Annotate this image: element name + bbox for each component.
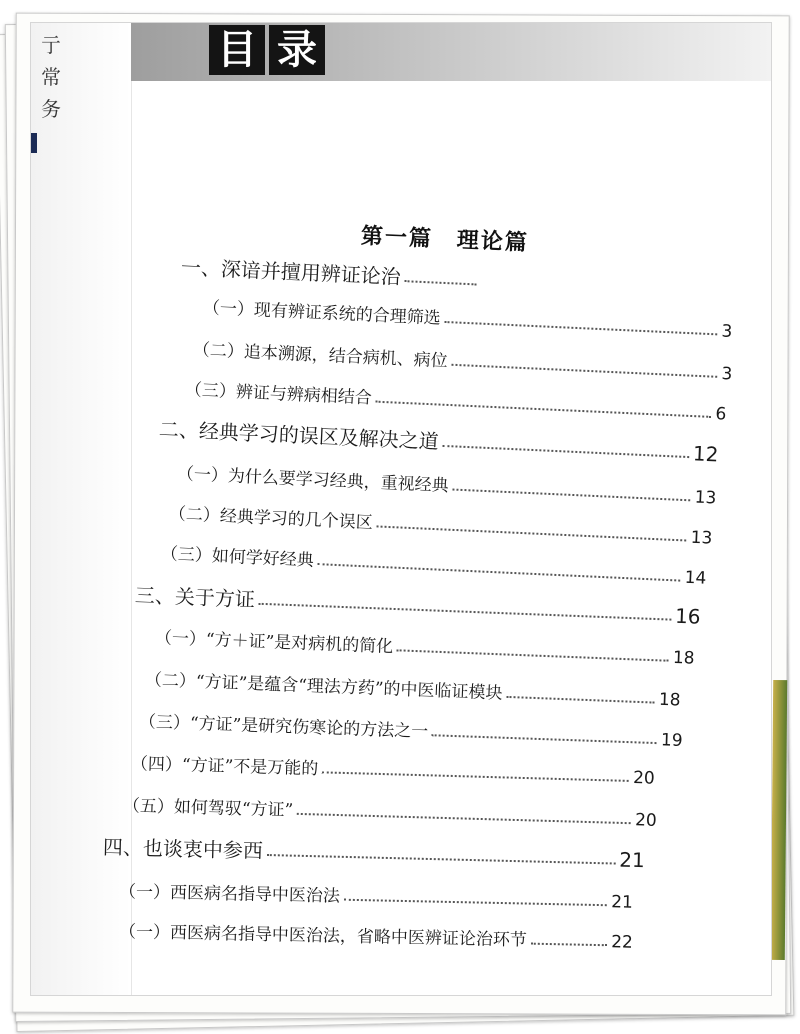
toc-page-number: 18 — [672, 647, 695, 669]
toc-leader-dots — [444, 320, 717, 335]
toc-page-number: 18 — [658, 689, 681, 711]
toc-leader-dots — [531, 942, 607, 947]
toc-leader-dots — [267, 853, 616, 865]
page-title-char: 录 — [269, 25, 325, 75]
toc-page — [30, 22, 772, 996]
toc-page-number: 21 — [610, 892, 634, 913]
toc-entry-label: （四）“方证”不是万能的 — [130, 754, 319, 780]
toc-page-number: 13 — [694, 487, 717, 509]
toc-leader-dots — [452, 488, 690, 502]
toc-section-row[interactable] — [202, 293, 733, 342]
toc-chapter-row[interactable] — [180, 251, 481, 294]
toc-leader-dots — [451, 363, 717, 378]
toc-page-number: 12 — [692, 441, 719, 467]
toc-section-row[interactable] — [131, 749, 655, 789]
toc-section-row[interactable] — [119, 877, 633, 913]
toc-section-row[interactable] — [145, 665, 682, 711]
prev-page-char: 务 — [41, 97, 61, 121]
toc-leader-dots — [376, 524, 686, 541]
toc-chapter-row[interactable] — [158, 413, 719, 467]
toc-entry-label: （二）经典学习的几个误区 — [168, 504, 374, 534]
toc-page-number: 14 — [684, 567, 707, 589]
toc-leader-dots — [404, 279, 476, 285]
toc-entry-label: 省略中医辨证论治环节 — [356, 926, 528, 951]
toc-leader-dots — [259, 602, 671, 621]
toc-section-row[interactable] — [168, 499, 713, 549]
toc-entry-label: （二）追本溯源，结合病机、病位 — [192, 340, 449, 372]
toc-entry-label: （一）西医病名指导中医治法 — [118, 882, 341, 907]
toc-page-number: 3 — [721, 364, 733, 385]
toc-entry-label: 二、经典学习的误区及解决之道 — [158, 417, 440, 454]
prev-page-char: 常 — [41, 65, 61, 89]
toc-entry-label: 一、深谙并擅用辨证论治 — [180, 255, 402, 289]
toc-leader-dots — [432, 733, 657, 744]
colored-page-edge — [771, 680, 787, 960]
toc-entry-label: （五）如何驾驭“方证” — [122, 796, 294, 821]
toc-page-number: 20 — [634, 810, 658, 831]
toc-section-row[interactable] — [123, 791, 657, 831]
toc-entry-label: 三、关于方证 — [134, 583, 256, 612]
section-title: 第一篇 理论篇 — [360, 224, 530, 257]
toc-leader-dots — [322, 770, 629, 782]
toc-chapter-row[interactable] — [134, 579, 701, 630]
toc-section-row[interactable] — [155, 623, 696, 669]
prev-page-char: 亍 — [41, 33, 61, 57]
toc-leader-dots — [442, 444, 688, 458]
toc-section-row[interactable] — [139, 707, 684, 751]
toc-entry-label: （一）为什么要学习经典，重视经典 — [176, 464, 450, 497]
toc-section-row[interactable] — [192, 335, 733, 384]
toc-page-number: 6 — [715, 404, 727, 425]
toc-entry-label: （一）现有辨证系统的合理筛选 — [202, 298, 442, 329]
toc-entry-label: （三）辨证与辨病相结合 — [184, 380, 373, 409]
toc-chapter-row[interactable] — [103, 831, 646, 873]
toc-page-number: 3 — [721, 321, 733, 343]
toc-entry-label: （一）西医病名指导中医治法， — [118, 922, 358, 947]
toc-page-number: 13 — [690, 527, 713, 549]
toc-page-number: 16 — [674, 603, 701, 629]
toc-leader-dots — [376, 400, 712, 418]
page-title-char: 目 — [209, 25, 265, 75]
toc-section-row[interactable] — [176, 459, 717, 508]
toc-leader-dots — [318, 562, 681, 581]
toc-leader-dots — [344, 898, 607, 907]
toc-leader-dots — [297, 812, 631, 824]
toc-content — [31, 23, 771, 995]
toc-page-number: 21 — [619, 847, 646, 873]
toc-leader-dots — [506, 695, 655, 704]
toc-entry-label: （二）“方证”是蕴含“理法方药”的中医临证模块 — [144, 670, 503, 704]
toc-page-number: 19 — [660, 730, 683, 751]
toc-entry-label: （三）如何学好经典 — [160, 544, 315, 571]
toc-section-row[interactable] — [160, 539, 707, 589]
toc-entry-label: 四、也谈衷中参西 — [102, 835, 264, 863]
toc-entry-label: （一）“方＋证”是对病机的简化 — [154, 628, 394, 658]
toc-page-number: 22 — [610, 932, 634, 953]
toc-page-number: 20 — [632, 768, 656, 789]
toc-leader-dots — [397, 648, 669, 661]
toc-section-row[interactable] — [119, 917, 633, 953]
toc-entry-label: （三）“方证”是研究伤寒论的方法之一 — [138, 712, 429, 743]
